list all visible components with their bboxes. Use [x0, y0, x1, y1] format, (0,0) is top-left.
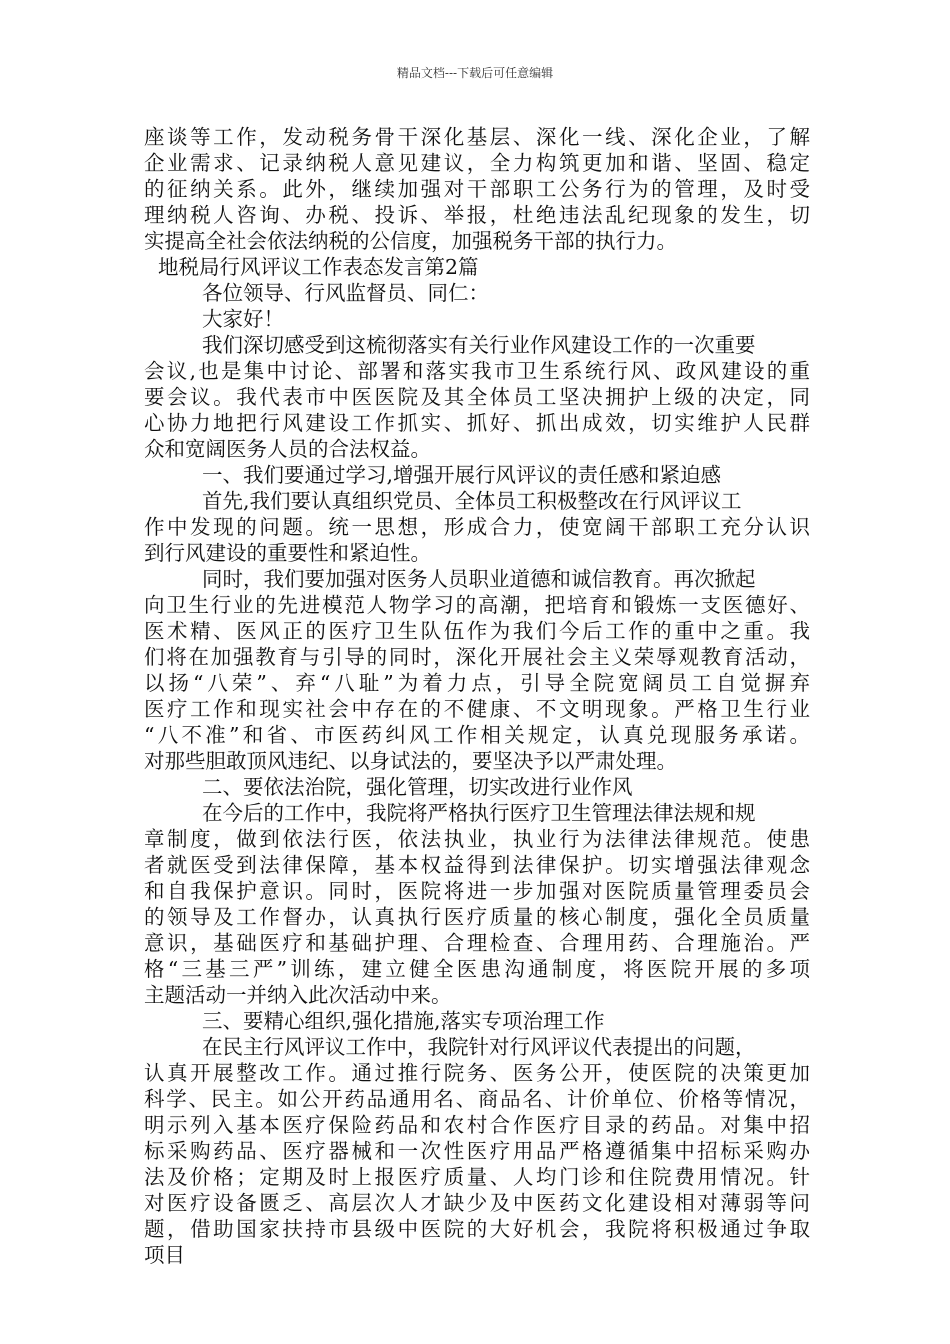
text-line: 我们深切感受到这梳彻落实有关行业作风建设工作的一次重要 [202, 333, 756, 357]
text-line: 要会议。我代表市中医医院及其全体员工坚决拥护上级的决定，同 [144, 385, 810, 409]
text-line: 以扬“八荣”、弃“八耻”为着力点，引导全院宽阔员工自觉摒弃 [144, 671, 810, 695]
text-line: 到行风建设的重要性和紧迫性。 [144, 541, 431, 565]
text-line: 心协力地把行风建设工作抓实、抓好、抓出成效，切实维护人民群 [144, 411, 810, 435]
text-line: 作中发现的问题。统一思想，形成合力，使宽阔干部职工充分认识 [144, 515, 810, 539]
text-line: 众和宽阔医务人员的合法权益。 [144, 437, 431, 461]
text-line: 同时，我们要加强对医务人员职业道德和诚信教育。再次掀起 [202, 567, 756, 591]
text-line: 实提高全社会依法纳税的公信度，加强税务干部的执行力。 [144, 229, 677, 253]
text-line: 题，借助国家扶持市县级中医院的大好机会，我院将积极通过争取 [144, 1217, 810, 1241]
text-line: 科学、民主。如公开药品通用名、商品名、计价单位、价格等情况， [144, 1087, 810, 1111]
text-line: 意识，基础医疗和基础护理、合理检查、合理用药、合理施治。严 [144, 931, 810, 955]
text-line: 章制度，做到依法行医，依法执业，执业行为法律法律规范。使患 [144, 827, 810, 851]
text-line: 对那些胆敢顶风违纪、以身试法的，要坚决予以严肃处理。 [144, 749, 677, 773]
text-line: 各位领导、行风监督员、同仁： [202, 281, 489, 305]
page-header: 精品文档---下载后可任意编辑 [396, 66, 554, 80]
text-line: 者就医受到法律保障，基本权益得到法律保护。切实增强法律观念 [144, 853, 810, 877]
text-line: 主题活动一并纳入此次活动中来。 [144, 983, 452, 1007]
text-line: 一、我们要通过学习,增强开展行风评议的责任感和紧迫感 [202, 463, 722, 487]
text-line: 的领导及工作督办，认真执行医疗质量的核心制度，强化全员质量 [144, 905, 810, 929]
text-line: 对医疗设备匮乏、高层次人才缺少及中医药文化建设相对薄弱等问 [144, 1191, 810, 1215]
text-line: 法及价格；定期及时上报医疗质量、人均门诊和住院费用情况。针 [144, 1165, 810, 1189]
text-line: 认真开展整改工作。通过推行院务、医务公开，使医院的决策更加 [144, 1061, 810, 1085]
text-line: 首先,我们要认真组织党员、全体员工积极整改在行风评议工 [202, 489, 742, 513]
text-line: 企业需求、记录纳税人意见建议，全力构筑更加和谐、坚固、稳定 [144, 151, 810, 175]
text-line: 三、要精心组织,强化措施,落实专项治理工作 [202, 1009, 605, 1033]
text-line: 会议,也是集中讨论、部署和落实我市卫生系统行风、政风建设的重 [144, 359, 810, 383]
text-line: 大家好！ [202, 307, 284, 331]
text-line: 项目 [144, 1243, 185, 1267]
text-line: 二、要依法治院，强化管理，切实改进行业作风 [202, 775, 633, 799]
text-line: 明示列入基本医疗保险药品和农村合作医疗目录的药品。对集中招 [144, 1113, 810, 1137]
text-line: 理纳税人咨询、办税、投诉、举报，杜绝违法乱纪现象的发生，切 [144, 203, 810, 227]
text-line: 在今后的工作中，我院将严格执行医疗卫生管理法律法规和规 [202, 801, 756, 825]
text-line: 向卫生行业的先进模范人物学习的高潮，把培育和锻炼一支医德好、 [144, 593, 810, 617]
document-body [144, 124, 810, 1268]
text-line: 医术精、医风正的医疗卫生队伍作为我们今后工作的重中之重。我 [144, 619, 810, 643]
text-line: 和自我保护意识。同时，医院将进一步加强对医院质量管理委员会 [144, 879, 810, 903]
text-line: 座谈等工作，发动税务骨干深化基层、深化一线、深化企业，了解 [144, 125, 810, 149]
text-line: 格“三基三严”训练，建立健全医患沟通制度，将医院开展的多项 [144, 957, 810, 981]
text-line: 们将在加强教育与引导的同时，深化开展社会主义荣辱观教育活动， [144, 645, 810, 669]
text-line: 医疗工作和现实社会中存在的不健康、不文明现象。严格卫生行业 [144, 697, 810, 721]
text-line: 在民主行风评议工作中，我院针对行风评议代表提出的问题， [202, 1035, 756, 1059]
text-line: 标采购药品、医疗器械和一次性医疗用品严格遵循集中招标采购办 [144, 1139, 810, 1163]
text-line: 的征纳关系。此外，继续加强对干部职工公务行为的管理，及时受 [144, 177, 810, 201]
text-line: “八不准”和省、市医药纠风工作相关规定，认真兑现服务承诺。 [144, 723, 810, 747]
article-title: 地税局行风评议工作表态发言第2篇 [158, 255, 479, 279]
